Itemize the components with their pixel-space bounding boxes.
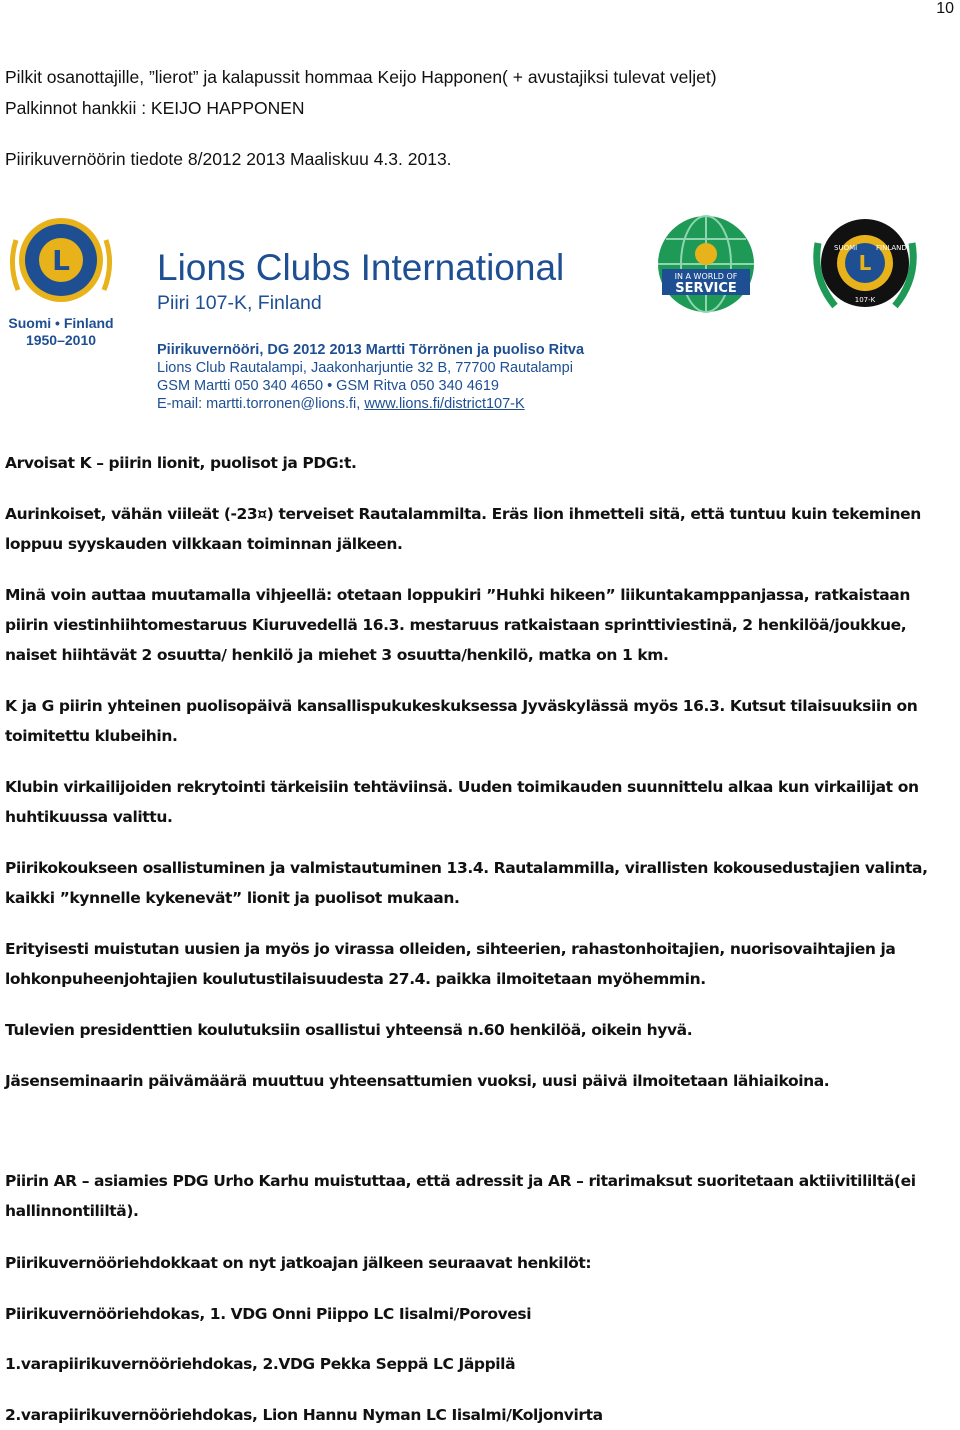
candidate-line: 2.varapiirikuvernööriehdokas, Lion Hannu Nyman LC Iisalmi/Koljonvirta [5,1406,603,1424]
paragraph: Piirikokoukseen osallistuminen ja valmistautuminen 13.4. Rautalammilla, virallisten kokousedustajien valinta, kaikki ”kynnelle kykenevät” lionit ja puolisot mukaan. [5,859,928,907]
contact-info [157,341,584,413]
paragraph: Klubin virkailijoiden rekrytointi tärkeisiin tehtäviinsä. Uuden toimikauden suunnittelu alkaa kun virkailijat on huhtikuussa valittu. [5,778,919,826]
intro-line-2: Palkinnot hankkii : KEIJO HAPPONEN [5,98,305,118]
org-title: Lions Clubs International [157,247,565,288]
seal-text-right: FINLAND [876,244,907,252]
club-address: Lions Club Rautalampi, Jaakonharjuntie 32 B, 77700 Rautalampi [157,360,573,376]
letterhead [0,200,960,420]
email-text: E-mail: martti.torronen@lions.fi, [157,396,365,412]
org-subtitle: Piiri 107-K, Finland [157,292,322,314]
paragraph: K ja G piirin yhteinen puolisopäivä kansallispukukeskuksessa Jyväskylässä myös 16.3. Kutsut tilaisuuksiin on toimitettu klubeihin. [5,697,918,745]
governor-line: Piirikuvernööri, DG 2012 2013 Martti Törrönen ja puoliso Ritva [157,342,585,358]
candidate-line: Piirikuvernööriehdokas, 1. VDG Onni Piippo LC Iisalmi/Porovesi [5,1305,532,1323]
greeting: Arvoisat K – piirin lionit, puolisot ja PDG:t. [5,454,357,472]
phone-numbers: GSM Martti 050 340 4650 • GSM Ritva 050 340 4619 [157,378,499,394]
badge-text-2: SERVICE [675,281,737,296]
logo-caption-country: Suomi • Finland [8,315,114,331]
website-link[interactable]: www.lions.fi/district107-K [364,396,525,412]
paragraph: Aurinkoiset, vähän viileät (-23¤) terveiset Rautalammilta. Eräs lion ihmetteli sitä, että tuntuu kuin tekeminen loppuu syyskauden vilkkaan toiminnan jälkeen. [5,505,921,553]
seal-text-bottom: 107-K [854,296,876,304]
paragraph: Piirin AR – asiamies PDG Urho Karhu muistuttaa, että adressit ja AR – ritarimaksut suoritetaan aktiivitililtä(ei hallinnontililtä). [5,1172,916,1220]
page-number: 10 [936,0,954,17]
paragraph: Tulevien presidenttien koulutuksiin osallistui yhteensä n.60 henkilöä, oikein hyvä. [5,1021,693,1039]
paragraph: Piirikuvernööriehdokkaat on nyt jatkoajan jälkeen seuraavat henkilöt: [5,1254,592,1272]
intro-line-1: Pilkit osanottajille, ”lierot” ja kalapussit hommaa Keijo Happonen( + avustajiksi tulevat veljet) [5,67,717,87]
logo-caption-years: 1950–2010 [25,332,97,348]
email-line [157,395,584,413]
paragraph: Minä voin auttaa muutamalla vihjeellä: otetaan loppukiri ”Huhki hikeen” liikuntakamppanjassa, ratkaistaan piirin viestinhiihtomestaruus Kiuruvedellä 16.3. mestaruus ratkaistaan sprinttiviestinä, 2 henkilöä/joukkue, naiset hiihtävät 2 osuutta/ henkilö ja miehet 3 osuutta/henkilö, matka on 1 km. [5,586,910,664]
intro-line-3: Piirikuvernöörin tiedote 8/2012 2013 Maaliskuu 4.3. 2013. [5,149,452,169]
paragraph: Jäsenseminaarin päivämäärä muuttuu yhteensattumien vuoksi, uusi päivä ilmoitetaan lähiaikoina. [5,1072,830,1090]
svg-text:L: L [858,251,872,275]
world-of-service-badge-icon [656,214,756,314]
svg-text:L: L [52,244,70,277]
candidate-line: 1.varapiirikuvernööriehdokas, 2.VDG Pekka Seppä LC Jäppilä [5,1355,516,1373]
seal-text-left: SUOMI [834,244,858,252]
lions-emblem [6,210,116,349]
suomi-finland-seal-icon [810,208,920,318]
badge-text-1: IN A WORLD OF [674,272,738,281]
paragraph: Erityisesti muistutan uusien ja myös jo virassa olleiden, sihteerien, rahastonhoitajien, nuorisovaihtajien ja lohkonpuheenjohtajien koulutustilaisuudesta 27.4. paikka ilmoitetaan myöhemmin. [5,940,896,988]
lions-emblem-icon [6,210,116,310]
